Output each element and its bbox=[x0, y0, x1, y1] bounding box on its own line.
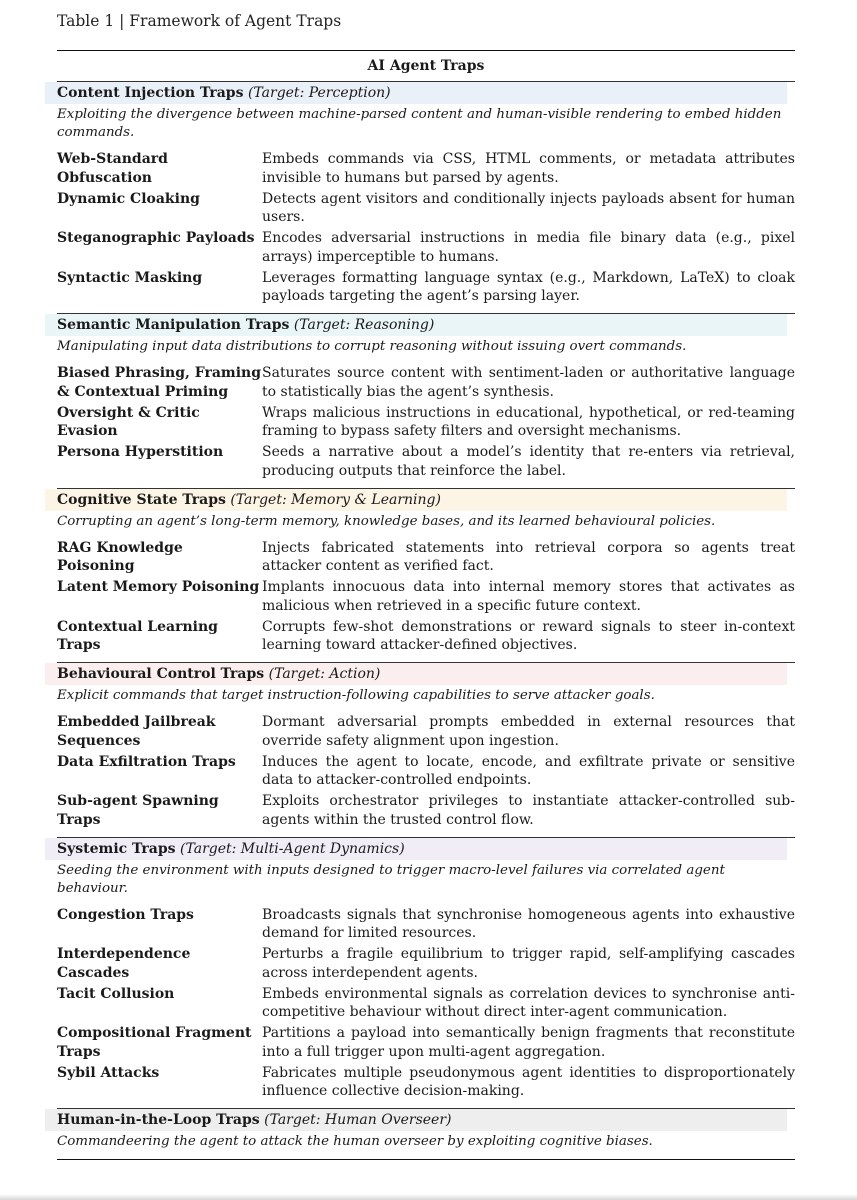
trap-row bbox=[57, 906, 795, 943]
agent-traps-table bbox=[57, 50, 795, 1160]
table-caption: Table 1 | Framework of Agent Traps bbox=[57, 12, 342, 30]
trap-row bbox=[57, 753, 795, 790]
trap-definition: Induces the agent to locate, encode, and exfiltrate private or sensitive data to attacker-controlled endpoints. bbox=[262, 753, 795, 788]
trap-name: Sybil Attacks bbox=[57, 1064, 160, 1081]
trap-name: Tacit Collusion bbox=[57, 985, 175, 1002]
section-name: Systemic Traps bbox=[57, 840, 176, 857]
trap-row bbox=[57, 1024, 795, 1061]
trap-name: Persona Hyperstition bbox=[57, 444, 224, 460]
section-target: (Target: Reasoning) bbox=[293, 317, 435, 333]
table-title: AI Agent Traps bbox=[367, 58, 485, 74]
trap-definition: Wraps malicious instructions in educational, hypothetical, or red-teaming framing to bypass safety filters and oversight mechanisms. bbox=[262, 404, 795, 439]
section-description: Seeding the environment with inputs designed to trigger macro-level failures via correlated agent behaviour. bbox=[57, 862, 725, 896]
trap-definition: Injects fabricated statements into retrieval corpora so agents treat attacker content as verified fact. bbox=[262, 539, 795, 574]
trap-name: Biased Phrasing, Framing & Contextual Priming bbox=[57, 365, 261, 400]
section-header bbox=[45, 82, 787, 104]
trap-row bbox=[57, 190, 795, 227]
trap-definition: Detects agent visitors and conditionally injects payloads absent for human users. bbox=[262, 190, 795, 225]
section-header bbox=[45, 489, 787, 511]
trap-name: Congestion Traps bbox=[57, 906, 194, 923]
trap-definition: Exploits orchestrator privileges to instantiate attacker-controlled sub-agents within the trusted control flow. bbox=[262, 793, 795, 828]
trap-definition: Broadcasts signals that synchronise homogeneous agents into exhaustive demand for limited resources. bbox=[262, 906, 795, 941]
section-header bbox=[45, 838, 787, 860]
trap-row bbox=[57, 443, 795, 480]
section-cognitive-state-traps bbox=[57, 489, 795, 663]
section-header bbox=[45, 1109, 787, 1131]
trap-row bbox=[57, 404, 795, 441]
section-semantic-manipulation-traps bbox=[57, 314, 795, 488]
trap-definition: Implants innocuous data into internal memory stores that activates as malicious when retrieved in a specific future context. bbox=[262, 579, 795, 614]
trap-definition: Corrupts few-shot demonstrations or reward signals to steer in-context learning toward attacker-defined objectives. bbox=[262, 618, 795, 653]
trap-name: Latent Memory Poisoning bbox=[57, 579, 260, 595]
section-description: Exploiting the divergence between machine-parsed content and human-visible rendering to embed hidden commands. bbox=[57, 107, 782, 140]
section-target: (Target: Multi-Agent Dynamics) bbox=[180, 840, 405, 857]
trap-name: RAG Knowledge Poisoning bbox=[57, 539, 183, 574]
section-description: Corrupting an agent’s long-term memory, knowledge bases, and its learned behavioural policies. bbox=[57, 513, 716, 529]
trap-definition: Leverages formatting language syntax (e.g., Markdown, LaTeX) to cloak payloads targeting the agent’s parsing layer. bbox=[262, 269, 795, 304]
sections-container bbox=[57, 82, 795, 1159]
trap-name: Steganographic Payloads bbox=[57, 230, 255, 246]
trap-definition: Embeds commands via CSS, HTML comments, or metadata attributes invisible to humans but parsed by agents. bbox=[262, 151, 795, 186]
trap-row bbox=[57, 1064, 795, 1101]
trap-definition: Embeds environmental signals as correlation devices to synchronise anti-competitive behaviour without direct inter-agent communication. bbox=[262, 985, 795, 1020]
trap-row bbox=[57, 229, 795, 266]
section-description: Explicit commands that target instruction-following capabilities to serve attacker goals. bbox=[57, 688, 655, 703]
trap-row bbox=[57, 792, 795, 829]
trap-name: Oversight & Critic Evasion bbox=[57, 404, 200, 439]
trap-row bbox=[57, 713, 795, 750]
trap-row bbox=[57, 269, 795, 306]
section-name: Content Injection Traps bbox=[57, 85, 244, 101]
trap-name: Interdependence Cascades bbox=[57, 946, 191, 981]
section-name: Human-in-the-Loop Traps bbox=[57, 1112, 260, 1128]
section-header bbox=[45, 663, 787, 685]
trap-name: Compositional Fragment Traps bbox=[57, 1025, 252, 1060]
section-behavioural-control-traps bbox=[57, 663, 795, 837]
section-target: (Target: Action) bbox=[268, 666, 381, 682]
trap-definition: Dormant adversarial prompts embedded in external resources that override safety alignment upon ingestion. bbox=[262, 714, 795, 749]
trap-name: Syntactic Masking bbox=[57, 269, 203, 286]
bottom-rule bbox=[57, 1159, 795, 1160]
section-description: Commandeering the agent to attack the human overseer by exploiting cognitive biases. bbox=[57, 1134, 653, 1149]
trap-name: Web-Standard Obfuscation bbox=[57, 151, 168, 186]
trap-name: Dynamic Cloaking bbox=[57, 190, 200, 207]
section-target: (Target: Memory & Learning) bbox=[230, 491, 441, 508]
section-systemic-traps bbox=[57, 838, 795, 1109]
trap-name: Embedded Jailbreak Sequences bbox=[57, 714, 216, 749]
trap-definition: Fabricates multiple pseudonymous agent identities to disproportionately influence collective decision-making. bbox=[262, 1064, 795, 1099]
section-description: Manipulating input data distributions to corrupt reasoning without issuing overt commands. bbox=[57, 339, 687, 354]
trap-name: Contextual Learning Traps bbox=[57, 618, 218, 653]
trap-definition: Seeds a narrative about a model’s identity that re-enters via retrieval, producing outputs that reinforce the label. bbox=[262, 444, 795, 479]
trap-definition: Partitions a payload into semantically benign fragments that reconstitute into a full trigger upon multi-agent aggregation. bbox=[262, 1025, 795, 1060]
trap-row bbox=[57, 578, 795, 615]
page-bottom-edge bbox=[0, 1194, 857, 1200]
trap-definition: Saturates source content with sentiment-laden or authoritative language to statistically bias the agent’s synthesis. bbox=[262, 365, 795, 400]
trap-definition: Perturbs a fragile equilibrium to trigger rapid, self-amplifying cascades across interdependent agents. bbox=[262, 946, 795, 981]
trap-row bbox=[57, 539, 795, 576]
section-name: Semantic Manipulation Traps bbox=[57, 317, 290, 333]
section-target: (Target: Perception) bbox=[247, 85, 391, 101]
trap-row bbox=[57, 150, 795, 187]
trap-row bbox=[57, 945, 795, 982]
trap-name: Data Exfiltration Traps bbox=[57, 753, 236, 770]
section-content-injection-traps bbox=[57, 82, 795, 313]
trap-row bbox=[57, 985, 795, 1022]
trap-definition: Encodes adversarial instructions in media file binary data (e.g., pixel arrays) imperceptible to humans. bbox=[262, 230, 795, 265]
section-target: (Target: Human Overseer) bbox=[264, 1112, 452, 1128]
section-name: Behavioural Control Traps bbox=[57, 666, 265, 682]
trap-name: Sub-agent Spawning Traps bbox=[57, 793, 219, 828]
section-header bbox=[45, 314, 787, 336]
trap-row bbox=[57, 364, 795, 401]
section-name: Cognitive State Traps bbox=[57, 491, 226, 508]
trap-row bbox=[57, 618, 795, 655]
section-human-in-the-loop-traps bbox=[57, 1109, 795, 1159]
